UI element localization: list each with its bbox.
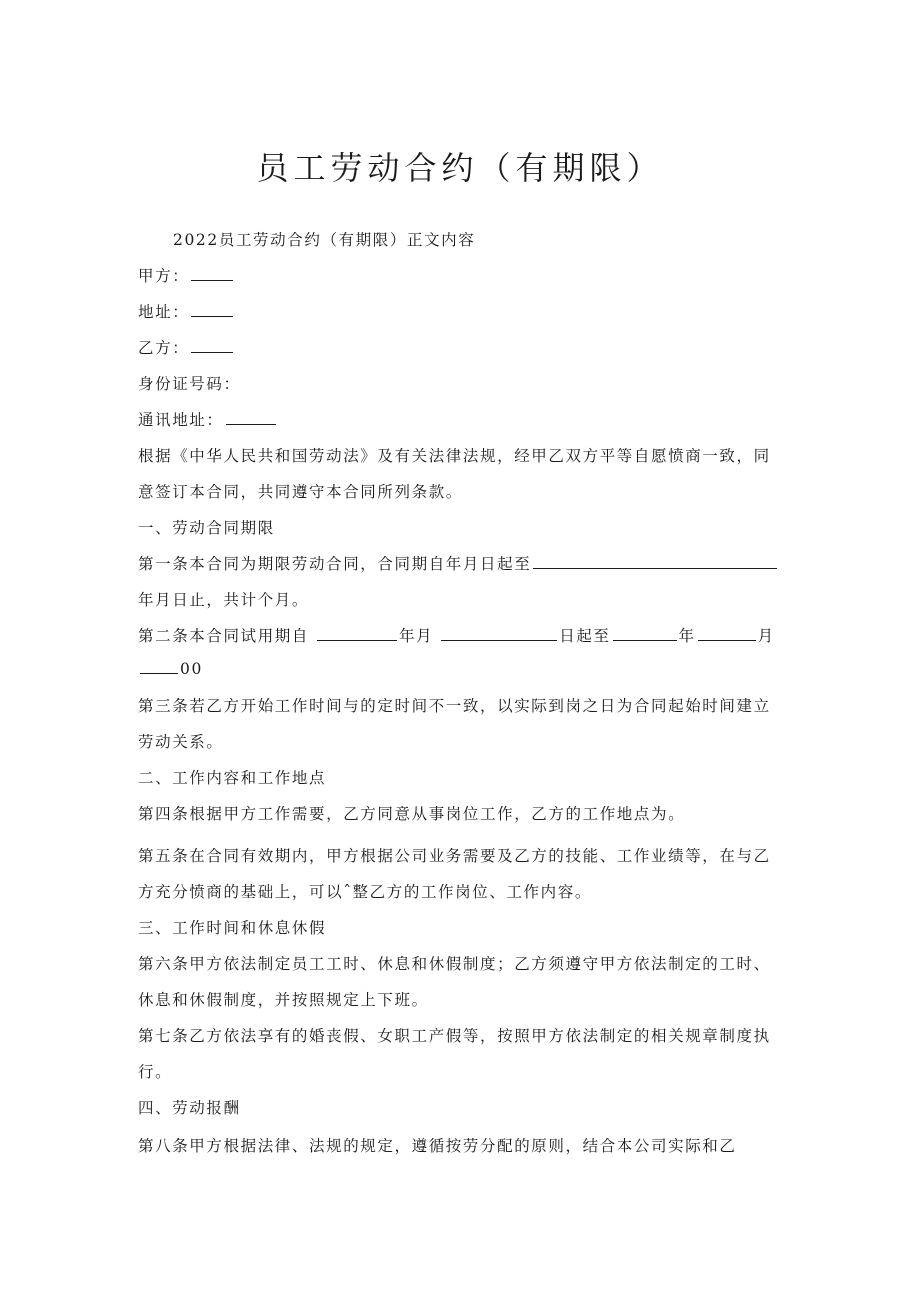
address-line [138,301,235,323]
address-label: 地址： [138,303,190,321]
id-number-label: 身份证号码： [138,375,241,393]
article-1-text: 第一条本合同为期限劳动合同，合同期自年月日起至 [138,555,532,573]
article-7-line-2: 行。 [138,1063,173,1081]
address-blank [191,302,233,317]
article-5-line-2: 方充分愤商的基础上，可以ˆ整乙方的工作岗位、工作内容。 [138,883,592,901]
article-3-line-1: 第三条若乙方开始工作时间与的定时间不一致，以实际到岗之日为合同起始时间建立 [138,697,771,715]
contact-address-blank [226,410,276,425]
article-2-line-2 [138,658,203,680]
preamble-line-1: 根据《中华人民共和国劳动法》及有关法律法规，经甲乙双方平等自愿愤商一致，同 [138,447,771,465]
article-5-line-1: 第五条在合同有效期内，甲方根据公司业务需要及乙方的技能、工作业绩等，在与乙 [138,847,771,865]
article-2-line-1 [138,625,775,647]
article-2-year-blank [317,626,397,641]
party-a-line [138,265,235,287]
party-b-blank [191,338,233,353]
article-6-line-1: 第六条甲方依法制定员工工时、休息和休假制度；乙方须遵守甲方依法制定的工时、 [138,955,771,973]
document-title: 员工劳动合约（有期限） [256,149,664,187]
article-2-year2-blank [613,626,677,641]
party-b-label: 乙方： [138,339,190,357]
contact-address-line [138,409,278,431]
article-2-month2: 月 [757,627,775,645]
contact-address-label: 通讯地址： [138,411,224,429]
article-2-day-from: 日起至 [559,627,611,645]
article-1-line-2: 年月日止，共计个月。 [138,591,310,609]
article-2-year-month: 年月 [399,627,434,645]
article-2-suffix: 00 [180,660,203,678]
article-2-month2-blank [698,626,756,641]
article-1-line-1 [138,553,779,575]
article-2-year2: 年 [678,627,696,645]
section-2-heading: 二、工作内容和工作地点 [138,769,327,787]
party-b-line [138,337,235,359]
article-2-day-blank [441,626,557,641]
article-8-line-1: 第八条甲方根据法律、法规的规定，遵循按劳分配的原则，结合本公司实际和乙 [138,1137,737,1155]
article-2-day2-blank [140,659,178,674]
section-1-heading: 一、劳动合同期限 [138,519,275,537]
article-4: 第四条根据甲方工作需要，乙方同意从事岗位工作，乙方的工作地点为。 [138,805,686,823]
preamble-line-2: 意签订本合同，共同遵守本合同所列条款。 [138,483,463,501]
section-3-heading: 三、工作时间和休息休假 [138,919,327,937]
party-a-blank [191,266,233,281]
article-1-end-date-blank [533,554,777,569]
article-7-line-1: 第七条乙方依法享有的婚丧假、女职工产假等，按照甲方依法制定的相关规章制度执 [138,1027,771,1045]
party-a-label: 甲方： [138,267,190,285]
article-2-prefix: 第二条本合同试用期自 [138,627,310,645]
id-number-line [138,373,241,395]
document-subtitle: 2022员工劳动合约（有期限）正文内容 [173,231,476,249]
section-4-heading: 四、劳动报酬 [138,1099,241,1117]
article-6-line-2: 休息和休假制度，并按照规定上下班。 [138,991,429,1009]
article-3-line-2: 劳动关系。 [138,733,224,751]
